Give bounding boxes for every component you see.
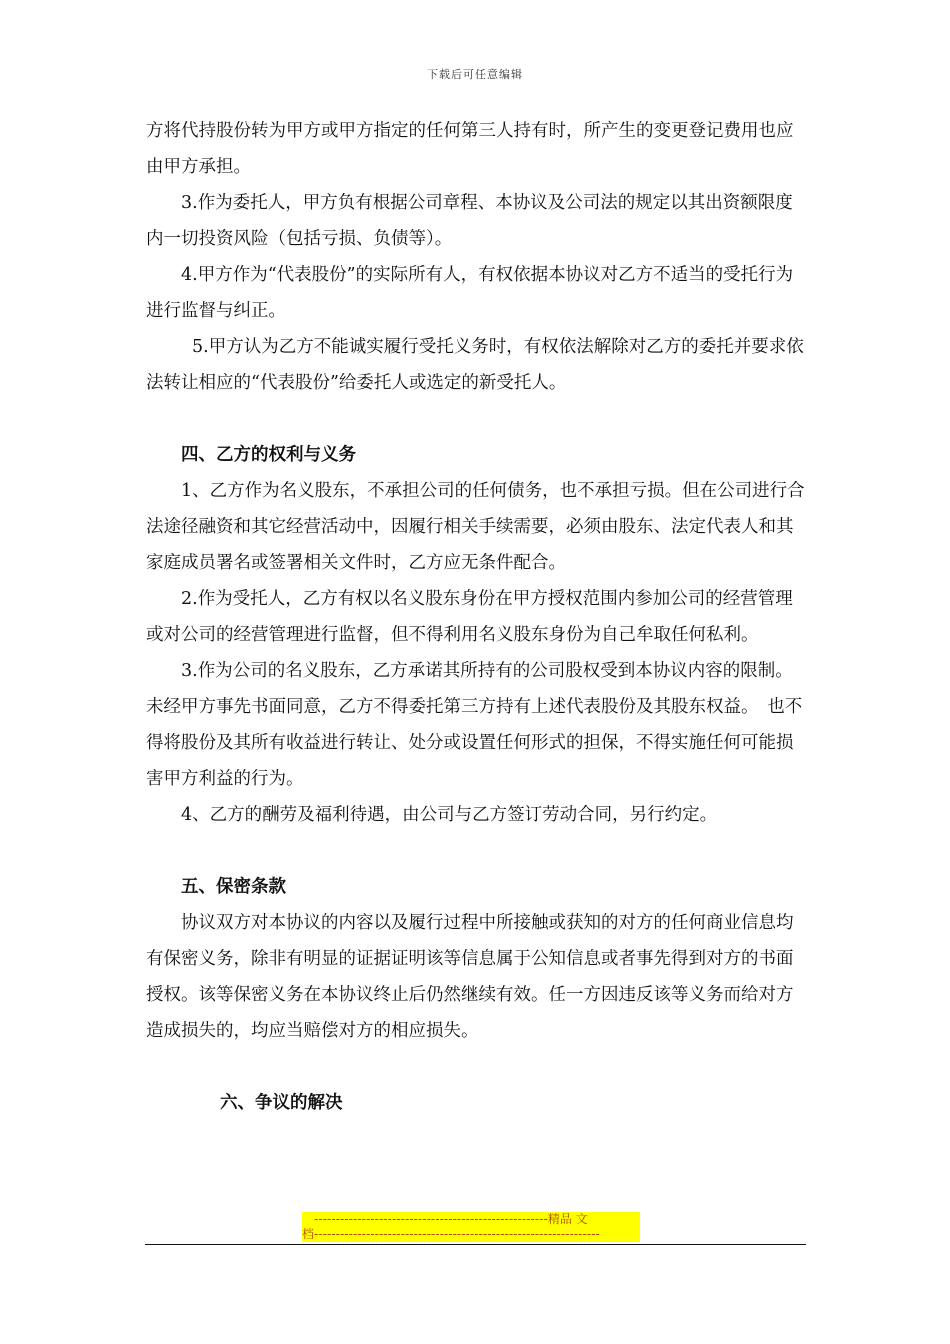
section4-item-2: 2.作为受托人，乙方有权以名义股东身份在甲方授权范围内参加公司的经营管理或对公司的经营管理进行监督，但不得利用名义股东身份为自己牟取任何私利。 (146, 589, 793, 645)
section4-item-1: 1、乙方作为名义股东，不承担公司的任何债务，也不承担亏损。但在公司进行合法途径融资和其它经营活动中，因履行相关手续需要，必须由股东、法定代表人和其家庭成员署名或签署相关文件时，乙方应无条件配合。 (146, 481, 805, 573)
section-heading-5: 五、保密条款 (181, 877, 286, 897)
paragraph-continuation: 方将代持股份转为甲方或甲方指定的任何第三人持有时，所产生的变更登记费用也应由甲方承担。 (146, 121, 794, 177)
document-body (146, 113, 806, 1121)
section4-item-4: 4、乙方的酬劳及福利待遇，由公司与乙方签订劳动合同，另行约定。 (181, 805, 718, 825)
footer-banner-line1: ------------------------------------------------------精品 文 (302, 1212, 640, 1227)
section-heading-4: 四、乙方的权利与义务 (181, 445, 356, 465)
paragraph-item-4: 4.甲方作为“代表股份”的实际所有人，有权依据本协议对乙方不适当的受托行为进行监督与纠正。 (146, 265, 794, 321)
paragraph-item-3: 3.作为委托人，甲方负有根据公司章程、本协议及公司法的规定以其出资额限度内一切投资风险（包括亏损、负债等）。 (146, 193, 793, 249)
section-heading-6: 六、争议的解决 (220, 1093, 343, 1113)
footer-banner-line2: 档------------------------------------------------------------------ (302, 1227, 640, 1242)
section5-body: 协议双方对本协议的内容以及履行过程中所接触或获知的对方的任何商业信息均有保密义务，除非有明显的证据证明该等信息属于公知信息或者事先得到对方的书面授权。该等保密义务在本协议终止后仍然继续有效。任一方因违反该等义务而给对方造成损失的，均应当赔偿对方的相应损失。 (146, 913, 794, 1041)
paragraph-item-5: 5.甲方认为乙方不能诚实履行受托义务时，有权依法解除对乙方的委托并要求依法转让相应的“代表股份”给委托人或选定的新受托人。 (146, 337, 804, 393)
page-header: 下载后可任意编辑 (427, 68, 523, 81)
footer-watermark-banner (302, 1212, 640, 1242)
footer-divider (145, 1244, 806, 1245)
section4-item-3: 3.作为公司的名义股东，乙方承诺其所持有的公司股权受到本协议内容的限制。未经甲方事先书面同意，乙方不得委托第三方持有上述代表股份及其股东权益。 也不得将股份及其所有收益进行转让、处分或设置任何形式的担保，不得实施任何可能损害甲方利益的行为。 (146, 661, 803, 789)
